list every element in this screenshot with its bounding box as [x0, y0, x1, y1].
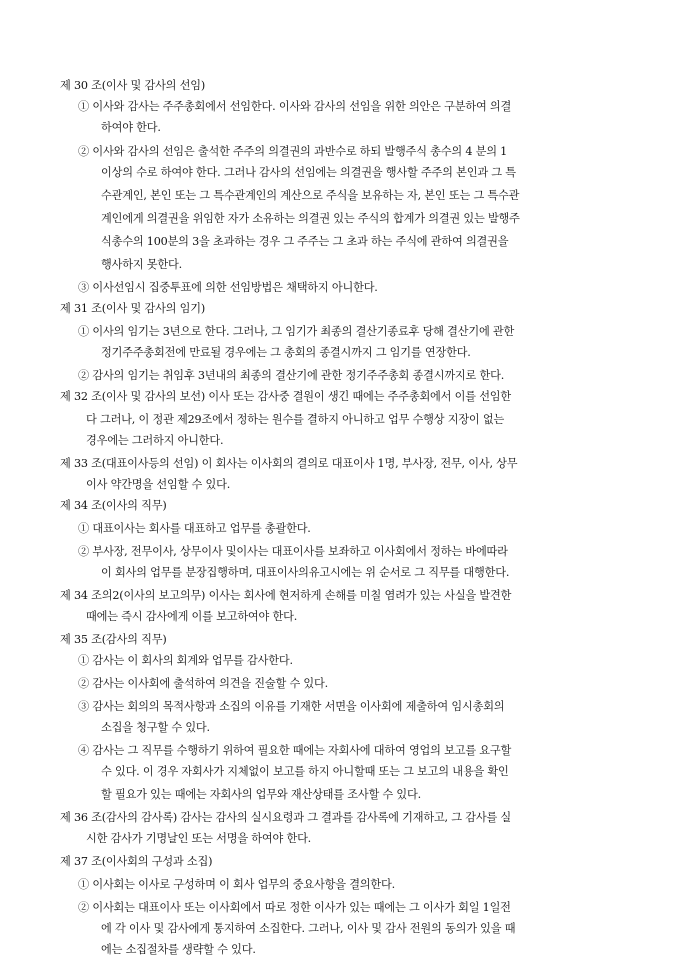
clause-line: ① 이사회는 이사로 구성하며 이 회사 업무의 중요사항을 결의한다.	[78, 878, 395, 891]
clause-line: 수관계인, 본인 또는 그 특수관계인의 계산으로 주식을 보유하는 자, 본인 또는 그 특수관	[101, 189, 520, 202]
article-line: 때에는 즉시 감사에게 이를 보고하여야 한다.	[86, 610, 298, 623]
clause-line: ③ 감사는 회의의 목적사항과 소집의 이유를 기재한 서면을 이사회에 제출하여 임시총회의	[78, 700, 505, 713]
article-line: 경우에는 그러하지 아니한다.	[86, 434, 224, 447]
article-heading: 제 33 조(대표이사등의 선임) 이 회사는 이사회의 결의로 대표이사 1명, 부사장, 전무, 이사, 상무	[60, 457, 518, 470]
clause-line: 식총수의 100분의 3을 초과하는 경우 그 주주는 그 초과 하는 주식에 관하여 의결권을	[101, 235, 509, 248]
clause-line: 수 있다. 이 경우 자회사가 지체없이 보고를 하지 아니할때 또는 그 보고의 내용을 확인	[101, 765, 509, 778]
clause-line: 행사하지 못한다.	[101, 258, 182, 271]
article-heading: 제 30 조(이사 및 감사의 선임)	[60, 79, 206, 92]
article-heading: 제 37 조(이사회의 구성과 소집)	[60, 855, 213, 868]
article-heading: 제 34 조의2(이사의 보고의무) 이사는 회사에 현저하게 손해를 미칠 염려가 있는 사실을 발견한	[60, 589, 512, 602]
article-heading: 제 35 조(감사의 직무)	[60, 633, 167, 646]
clause-line: ① 대표이사는 회사를 대표하고 업무를 총괄한다.	[78, 522, 311, 535]
clause-line: ① 이사의 임기는 3년으로 한다. 그러나, 그 임기가 최종의 결산기종료후 당해 결산기에 관한	[78, 325, 515, 338]
clause-line: ③ 이사선임시 집중투표에 의한 선임방법은 채택하지 아니한다.	[78, 281, 378, 294]
clause-line: 이상의 수로 하여야 한다. 그러나 감사의 선임에는 의결권을 행사할 주주의 본인과 그 특	[101, 166, 516, 179]
clause-line: ② 이사회는 대표이사 또는 이사회에서 따로 정한 이사가 있는 때에는 그 이사가 회일 1일전	[78, 901, 511, 914]
clause-line: 소집을 청구할 수 있다.	[101, 721, 210, 734]
clause-line: ② 감사는 이사회에 출석하여 의견을 진술할 수 있다.	[78, 677, 328, 690]
clause-line: 하여야 한다.	[101, 121, 161, 134]
article-heading: 제 32 조(이사 및 감사의 보선) 이사 또는 감사중 결원이 생긴 때에는 주주총회에서 이를 선임한	[60, 390, 512, 403]
article-line: 이사 약간명을 선임할 수 있다.	[86, 478, 231, 491]
clause-line: ④ 감사는 그 직무를 수행하기 위하여 필요한 때에는 자회사에 대하여 영업의 보고를 요구할	[78, 744, 512, 757]
clause-line: ① 이사와 감사는 주주총회에서 선임한다. 이사와 감사의 선임을 위한 의안은 구분하여 의결	[78, 100, 512, 113]
clause-line: 계인에게 의결권을 위임한 자가 소유하는 의결권 있는 주식의 합계가 의결권 있는 발행주	[101, 212, 520, 225]
clause-line: ② 부사장, 전무이사, 상무이사 및이사는 대표이사를 보좌하고 이사회에서 정하는 바에따라	[78, 545, 508, 558]
clause-line: ② 이사와 감사의 선임은 출석한 주주의 의결권의 과반수로 하되 발행주식 총수의 4 분의 1	[78, 145, 508, 158]
clause-line: 할 필요가 있는 때에는 자회사의 업무와 재산상태를 조사할 수 있다.	[101, 788, 421, 801]
clause-line: 이 회사의 업무를 분장집행하며, 대표이사의유고시에는 위 순서로 그 직무를 대행한다.	[101, 566, 510, 579]
clause-line: 에는 소집절차를 생략할 수 있다.	[101, 943, 256, 956]
article-line: 다 그러나, 이 정관 제29조에서 정하는 원수를 결하지 아니하고 업무 수행상 지장이 없는	[86, 413, 505, 426]
clause-line: 정기주주총회전에 만료될 경우에는 그 총회의 종결시까지 그 임기를 연장한다.	[101, 346, 471, 359]
clause-line: ① 감사는 이 회사의 회계와 업무를 감사한다.	[78, 654, 293, 667]
clause-line: ② 감사의 임기는 취임후 3년내의 최종의 결산기에 관한 정기주주총회 종결시까지로 한다.	[78, 369, 505, 382]
clause-line: 에 각 이사 및 감사에게 통지하여 소집한다. 그러나, 이사 및 감사 전원의 동의가 있을 때	[101, 922, 516, 935]
article-line: 시한 감사가 기명날인 또는 서명을 하여야 한다.	[86, 832, 312, 845]
article-heading: 제 36 조(감사의 감사록) 감사는 감사의 실시요령과 그 결과를 감사록에 기재하고, 그 감사를 실	[60, 811, 512, 824]
article-heading: 제 34 조(이사의 직무)	[60, 499, 167, 512]
article-heading: 제 31 조(이사 및 감사의 임기)	[60, 302, 206, 315]
